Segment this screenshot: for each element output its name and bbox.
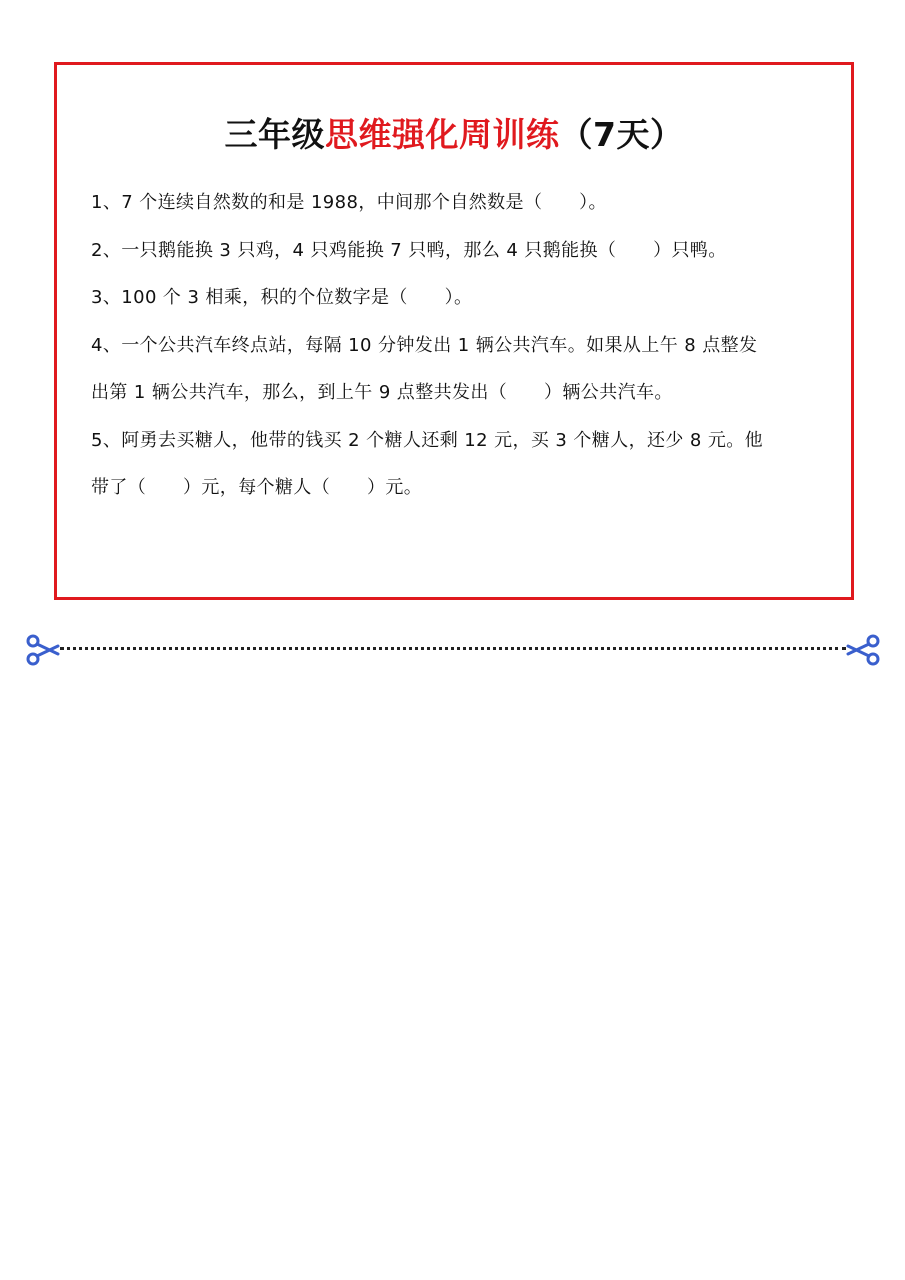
title-grade: 三年级 — [224, 115, 326, 154]
dotted-cut-guide — [60, 647, 846, 650]
worksheet-title — [57, 109, 851, 156]
scissors-icon — [24, 632, 60, 668]
question-4-line-2: 出第 1 辆公共汽车，那么，到上午 9 点整共发出（ ）辆公共汽车。 — [91, 382, 673, 403]
title-topic: 思维强化周训练 — [325, 115, 560, 154]
scissors-icon — [846, 632, 882, 668]
question-1: 1、7 个连续自然数的和是 1988，中间那个自然数是（ ）。 — [91, 192, 607, 213]
question-3: 3、100 个 3 相乘，积的个位数字是（ ）。 — [91, 287, 473, 308]
question-2: 2、一只鹅能换 3 只鸡，4 只鸡能换 7 只鸭，那么 4 只鹅能换（ ）只鸭。 — [91, 239, 727, 261]
question-4-line-1: 4、一个公共汽车终点站，每隔 10 分钟发出 1 辆公共汽车。如果从上午 8 点整发 — [91, 334, 758, 356]
question-list — [91, 179, 831, 512]
cut-line — [24, 632, 882, 668]
question-5-line-2: 带了（ ）元，每个糖人（ ）元。 — [91, 477, 423, 498]
question-5-line-1: 5、阿勇去买糖人，他带的钱买 2 个糖人还剩 12 元，买 3 个糖人，还少 8 元。他 — [91, 429, 764, 451]
exercise-card — [54, 62, 854, 600]
title-duration: （7天） — [559, 115, 684, 154]
